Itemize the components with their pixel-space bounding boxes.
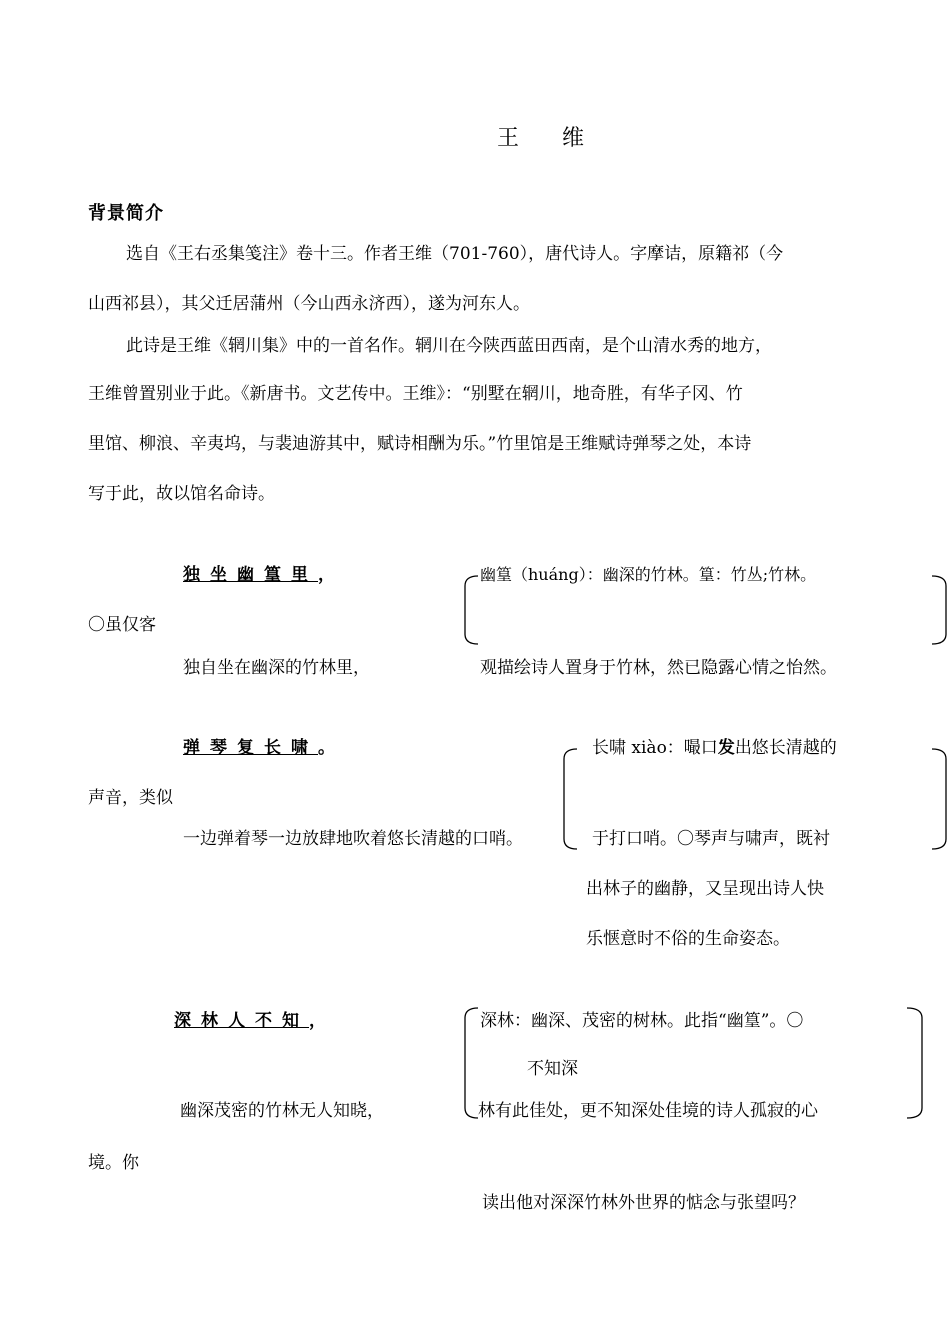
annotation-note: 林有此佳处，更不知深处佳境的诗人孤寂的心 [478,1101,818,1121]
poem-line-text: 独坐幽篁里 [183,565,318,585]
background-paragraph-2-line-3: 里馆、柳浪、辛夷坞，与裴迪游其中，赋诗相酬为乐。”竹里馆是王维赋诗弹琴之处，本诗 [88,434,752,454]
poem-translation: 独自坐在幽深的竹林里， [183,658,370,678]
poem-translation: 幽深茂密的竹林无人知晓， [180,1101,384,1121]
left-bracket [560,747,580,851]
right-bracket [930,574,950,646]
left-bracket [462,1006,482,1120]
annotation-note: 读出他对深深竹林外世界的惦念与张望吗？ [482,1193,805,1213]
background-paragraph-2-line-1: 此诗是王维《辋川集》中的一首名作。辋川在今陕西蓝田西南，是个山清水秀的地方， [126,336,772,356]
right-bracket [930,747,950,851]
poem-line-1 [183,567,335,584]
section-heading: 背景简介 [88,203,164,224]
note-text: 长啸 xiào：嘬口 [592,738,718,758]
annotation-note: 出林子的幽静，又呈现出诗人快 [586,879,824,899]
poem-line-2 [183,740,335,757]
poem-line-punct: 。 [318,738,335,758]
poem-line-punct: ， [318,565,335,585]
left-bracket [462,574,482,646]
annotation-note: 不知深 [527,1059,578,1079]
annotation-side-text: 声音，类似 [88,788,173,808]
right-bracket [905,1006,925,1120]
background-paragraph-2-line-2: 王维曾置别业于此。《新唐书。文艺传中。王维》：“别墅在辋川，地奇胜，有华子冈、竹 [88,384,743,404]
poem-line-text: 深林人不知 [174,1011,309,1031]
page-title: 王 维 [497,126,602,151]
annotation-side-text: 〇虽仅客 [88,615,156,635]
annotation-note: 深林：幽深、茂密的树林。此指“幽篁”。〇 [480,1011,804,1031]
poem-translation: 一边弹着琴一边放肆地吹着悠长清越的口哨。 [183,829,523,849]
background-paragraph-2-line-4: 写于此，故以馆名命诗。 [88,484,275,504]
background-paragraph-1-line-1: 选自《王右丞集笺注》卷十三。作者王维（701-760），唐代诗人。字摩诘，原籍祁（今 [126,244,784,264]
annotation-note: 于打口哨。〇琴声与啸声，既衬 [592,829,830,849]
annotation-note [592,740,837,757]
poem-line-3 [174,1013,326,1030]
annotation-note: 观描绘诗人置身于竹林，然已隐露心情之怡然。 [480,658,837,678]
annotation-side-text: 境。你 [88,1153,139,1173]
poem-line-punct: ， [309,1011,326,1031]
note-bold-text: 发 [717,738,735,758]
annotation-note: 乐惬意时不俗的生命姿态。 [586,929,790,949]
annotation-note: 幽篁（huáng）：幽深的竹林。篁：竹丛;竹林。 [480,565,817,584]
poem-line-text: 弹琴复长啸 [183,738,318,758]
note-text: 出悠长清越的 [734,738,837,758]
background-paragraph-1-line-2: 山西祁县），其父迁居蒲州（今山西永济西），遂为河东人。 [88,294,530,314]
